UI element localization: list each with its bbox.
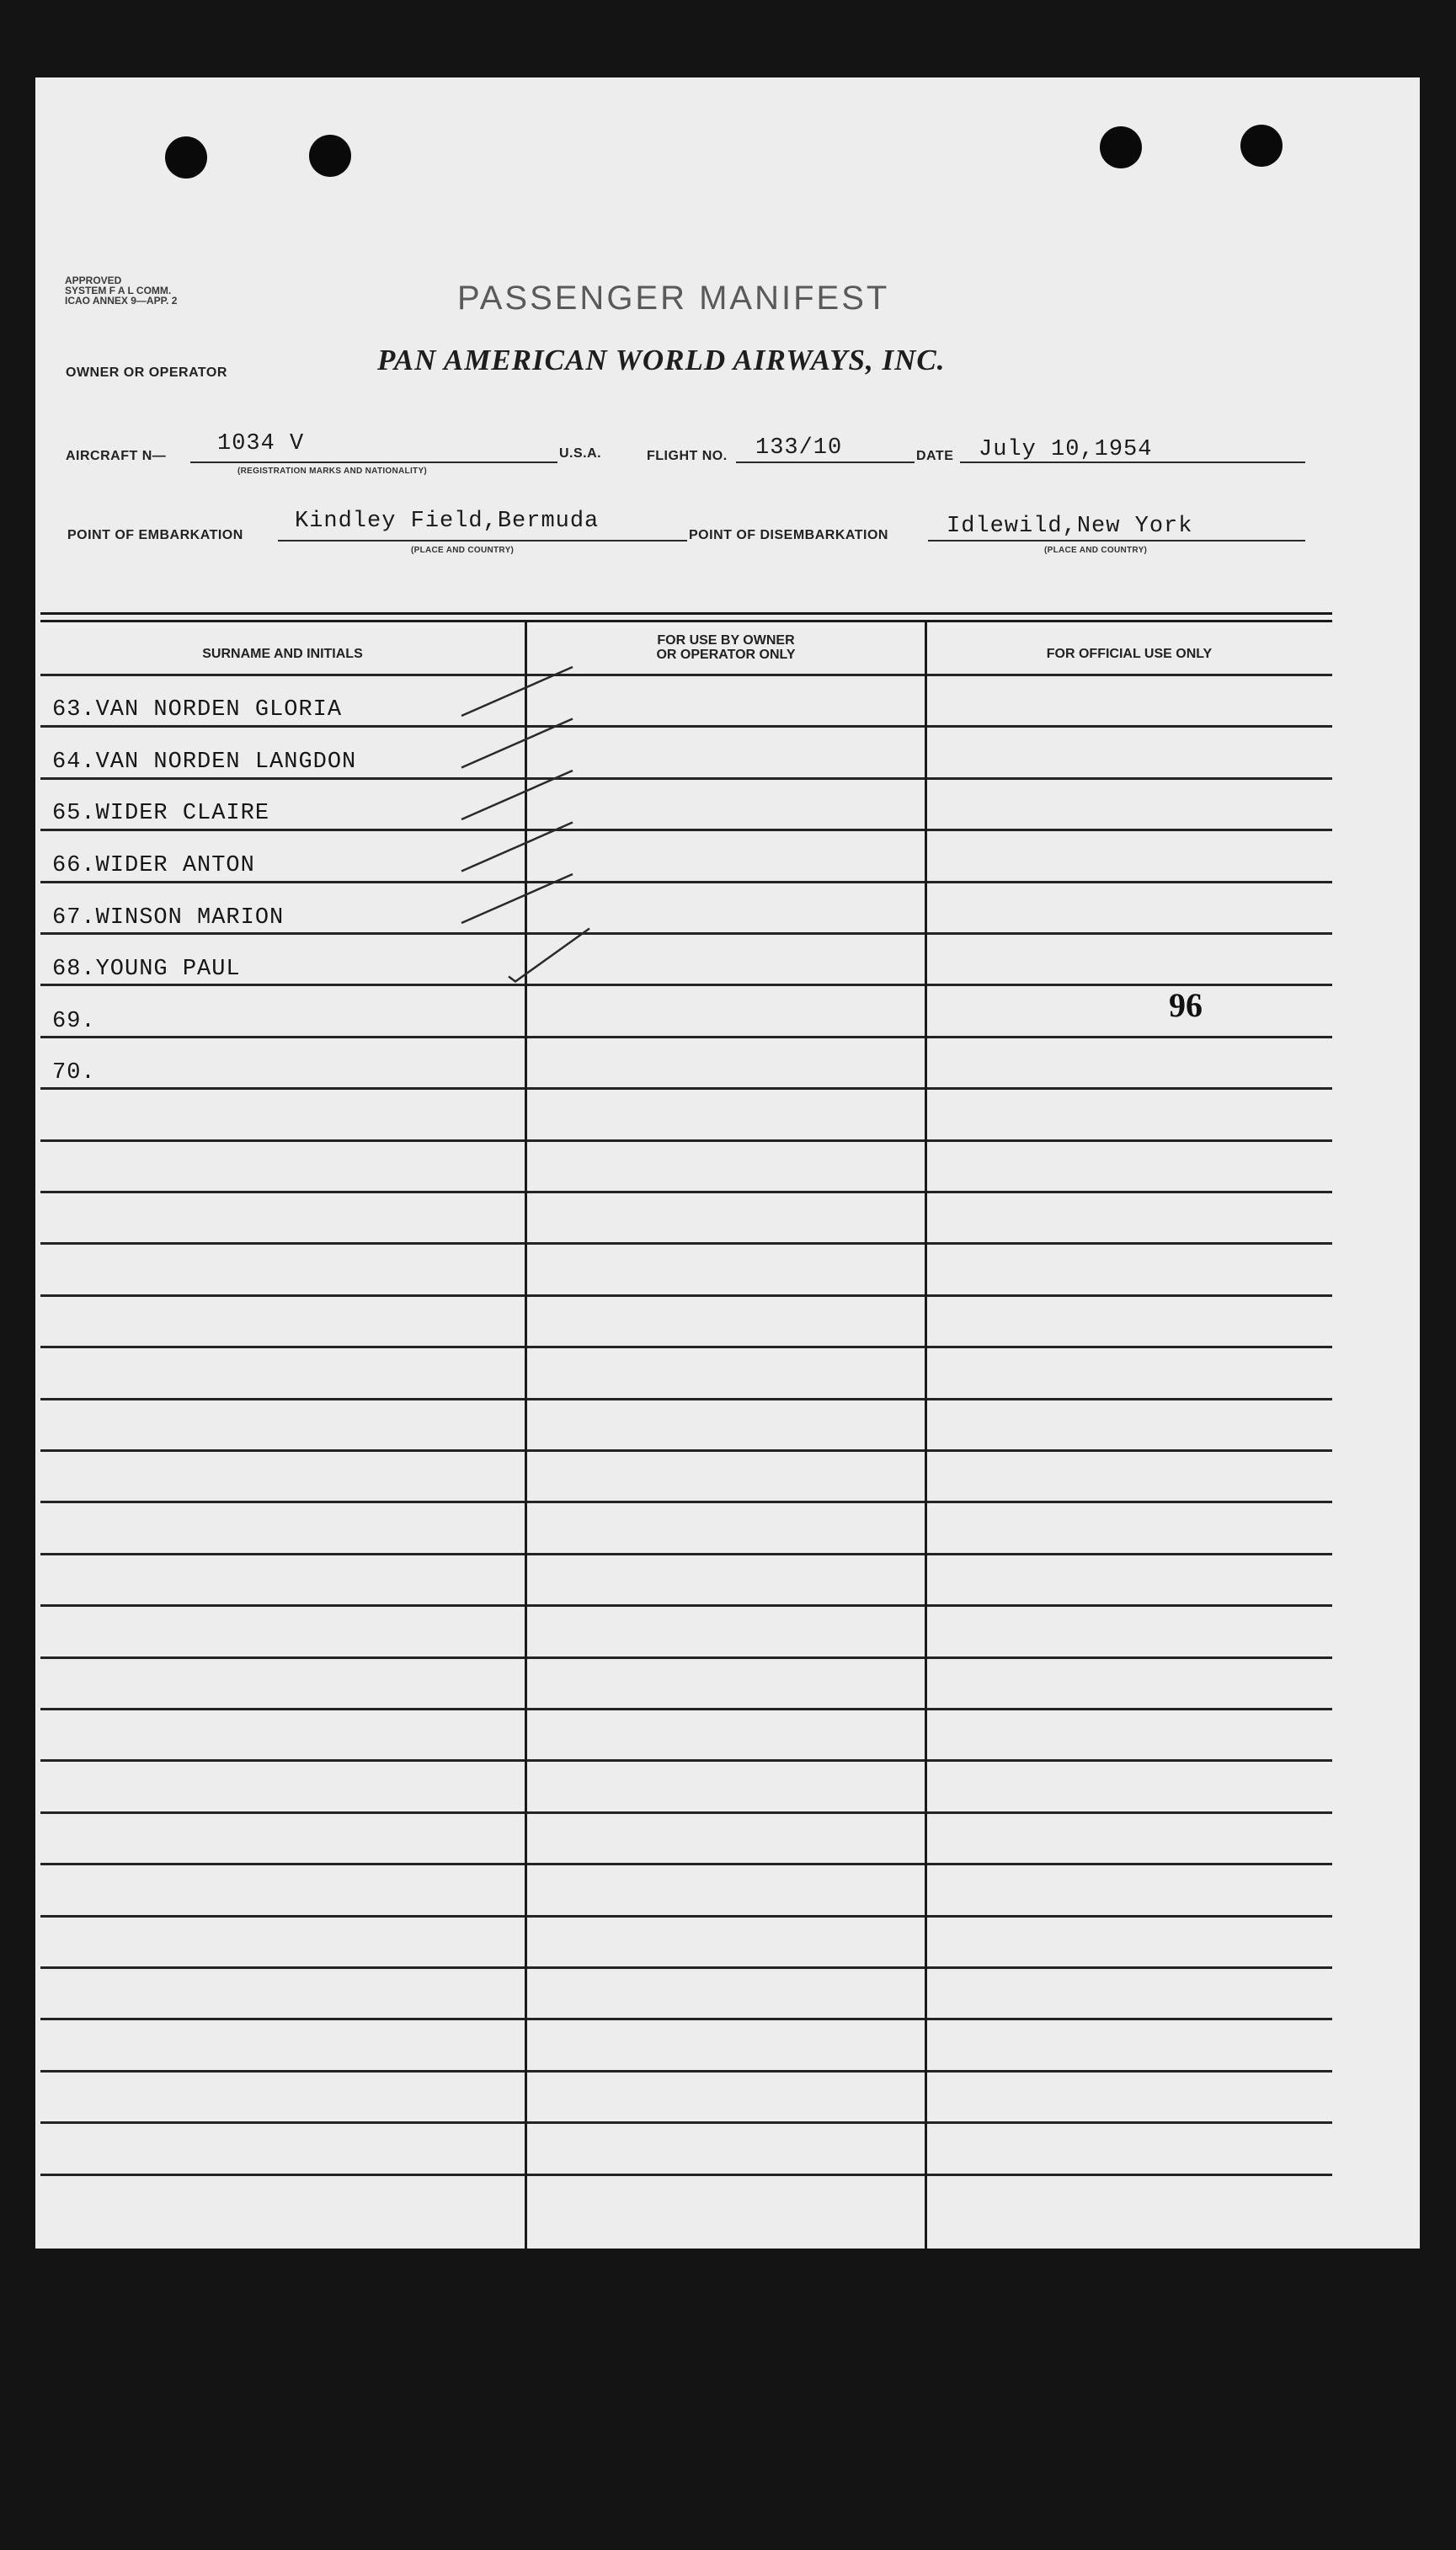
approval-note: APPROVED SYSTEM F A L COMM. ICAO ANNEX 9—APP. 2 [65,275,178,307]
flight-label: FLIGHT NO. [647,449,728,463]
passenger-entry: 68.YOUNG PAUL [52,957,241,982]
disembarkation-label: POINT OF DISEMBARKATION [689,528,888,542]
page-title: PASSENGER MANIFEST [457,280,890,317]
embarkation-sublabel: (PLACE AND COUNTRY) [411,546,515,555]
aircraft-value: 1034 V [217,431,305,456]
column-header-surname: SURNAME AND INITIALS [202,647,363,661]
flight-value: 133/10 [755,435,843,461]
passenger-entry: 65.WIDER CLAIRE [52,801,270,826]
aircraft-sublabel: (REGISTRATION MARKS AND NATIONALITY) [237,467,428,476]
check-mark [509,929,589,982]
check-mark [461,667,573,716]
country-label: U.S.A. [559,446,602,461]
disembarkation-sublabel: (PLACE AND COUNTRY) [1044,546,1148,555]
check-mark [461,874,573,923]
official-annotation: 96 [1169,986,1203,1024]
column-header-official-use: FOR OFFICIAL USE ONLY [1046,647,1213,661]
passenger-entry: 63.VAN NORDEN GLORIA [52,697,343,723]
embarkation-value: Kindley Field,Bermuda [295,509,600,534]
date-label: DATE [916,449,954,463]
check-mark [461,823,573,872]
check-mark [461,719,573,768]
passenger-entry: 66.WIDER ANTON [52,853,255,878]
column-header-owner-use: FOR USE BY OWNER OR OPERATOR ONLY [656,633,796,662]
owner-label: OWNER OR OPERATOR [66,365,227,380]
check-mark [461,771,573,819]
passenger-entry: 69. [52,1009,96,1034]
date-value: July 10,1954 [979,437,1153,462]
disembarkation-value: Idlewild,New York [947,514,1193,539]
airline-name: PAN AMERICAN WORLD AIRWAYS, INC. [377,344,946,376]
passenger-entry: 67.WINSON MARION [52,905,285,931]
embarkation-label: POINT OF EMBARKATION [67,528,243,542]
passenger-entry: 70. [52,1060,96,1086]
passenger-entry: 64.VAN NORDEN LANGDON [52,750,357,775]
aircraft-label: AIRCRAFT N— [66,449,167,463]
